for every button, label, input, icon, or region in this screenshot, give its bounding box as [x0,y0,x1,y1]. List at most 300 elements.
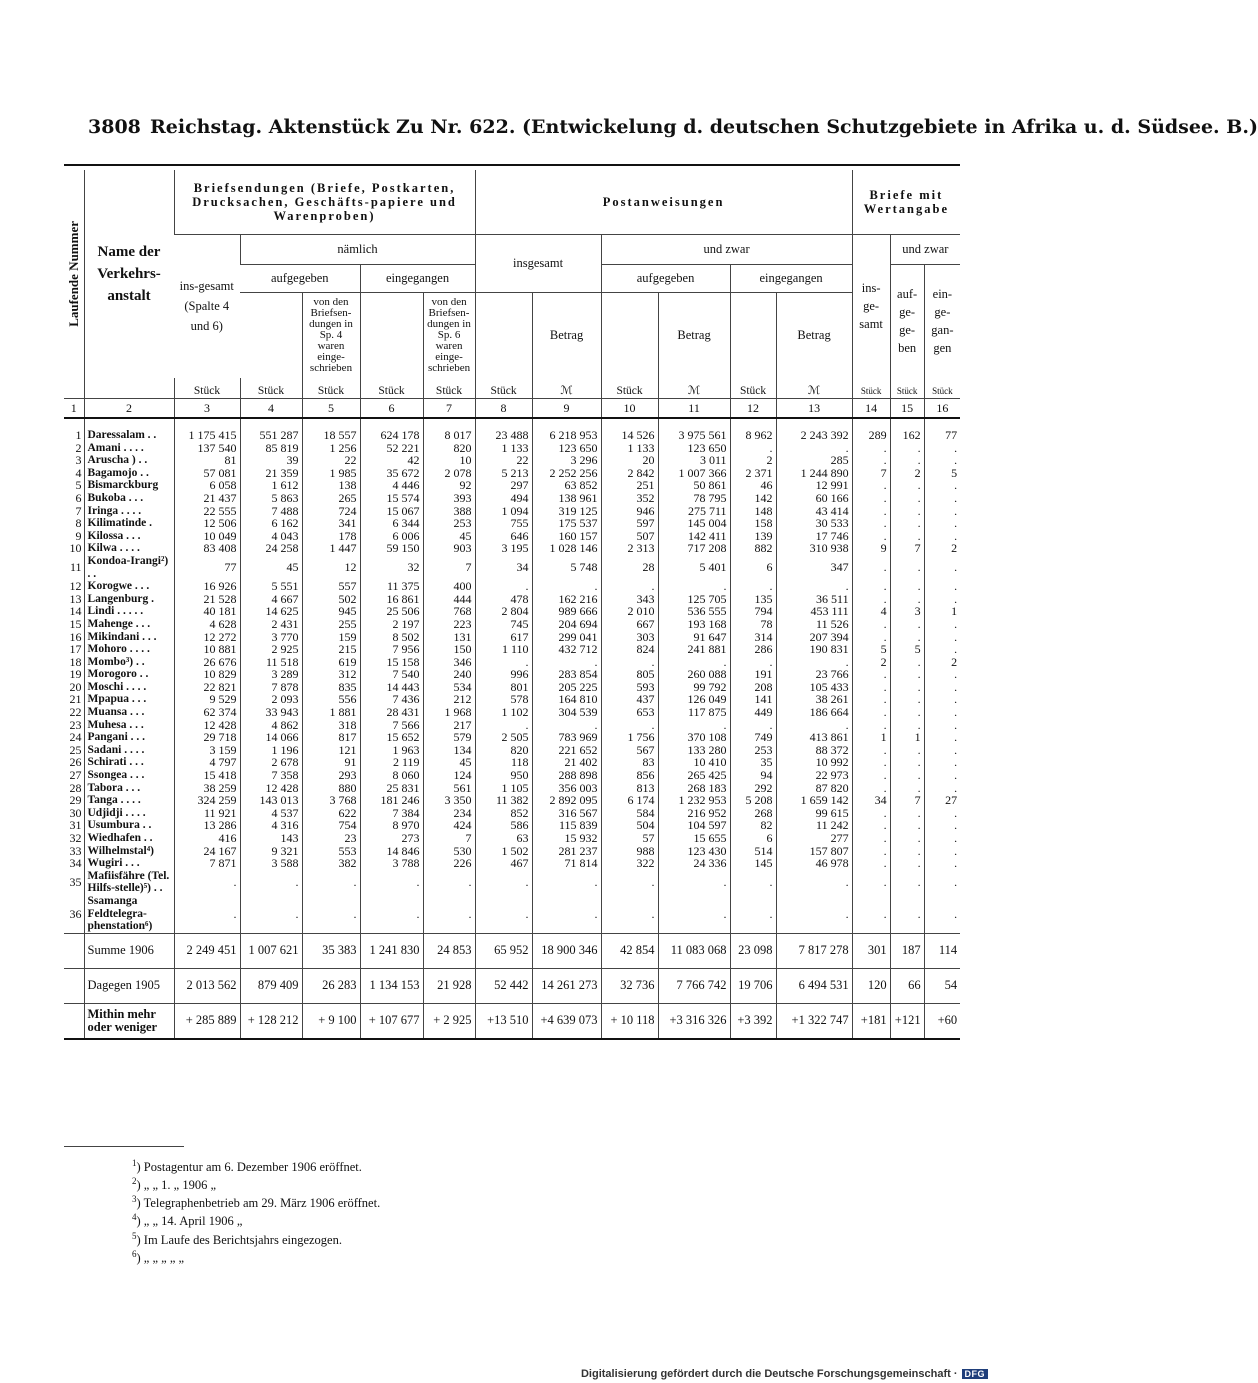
cell-col-15: 7 [890,542,924,555]
cell-col-14: . [852,693,890,706]
cell-col-12: 208 [730,681,776,694]
cell-col-10: 83 [601,756,658,769]
row-number: 3 [75,453,82,468]
cell-col-5: 880 [302,782,360,795]
cell-col-3: 2 013 562 [174,968,240,1003]
footnote: $^4$) „ „ 14. April 1906 „ [132,1212,243,1229]
row-number [64,933,84,968]
cell-col-9: 14 261 273 [532,968,601,1003]
cell-col-8: 578 [475,693,532,706]
cell-col-11: 7 766 742 [658,968,730,1003]
cell-col-16: 2 [924,656,960,669]
cell-col-3: 9 529 [174,693,240,706]
cell-col-15: . [890,668,924,681]
cell-col-4: 12 428 [240,782,302,795]
station-name: Ssamanga Feldtelegra-phenstation⁶) [84,895,174,933]
cell-col-4: 7 878 [240,681,302,694]
cell-col-3: 2 249 451 [174,933,240,968]
cell-col-5: 382 [302,857,360,870]
column-number: 14 [852,399,890,419]
cell-col-9: 356 003 [532,782,601,795]
cell-col-13: . [776,895,852,933]
cell-col-6: 15 574 [360,492,423,505]
cell-col-15: . [890,681,924,694]
cell-col-6: 7 436 [360,693,423,706]
cell-col-11: 5 401 [658,555,730,580]
cell-col-16: . [924,479,960,492]
col-von-den-6: von den Briefsen-dungen in Sp. 6 waren einge-schrieben [423,292,475,378]
cell-col-10: 507 [601,530,658,543]
row-number: 33 [69,843,82,858]
cell-col-4: 3 588 [240,857,302,870]
cell-col-4: + 128 212 [240,1003,302,1039]
unit-13: ℳ [776,378,852,399]
cell-col-4: 143 013 [240,794,302,807]
cell-col-4: 14 066 [240,731,302,744]
cell-col-16: . [924,505,960,518]
row-number: 2 [75,440,82,455]
cell-col-5: 553 [302,845,360,858]
cell-col-14: 1 [852,731,890,744]
cell-col-10: 57 [601,832,658,845]
cell-col-13: 186 664 [776,706,852,719]
cell-col-9: 18 900 346 [532,933,601,968]
cell-col-10: . [601,870,658,895]
cell-col-5: 138 [302,479,360,492]
cell-col-3: + 285 889 [174,1003,240,1039]
cell-col-8: 1 502 [475,845,532,858]
col-aufgegeben: aufgegeben [240,264,360,292]
cell-col-5: . [302,895,360,933]
cell-col-12: 142 [730,492,776,505]
row-number: 11 [69,560,82,575]
cell-col-9: 319 125 [532,505,601,518]
cell-col-4: 1 612 [240,479,302,492]
table-row [64,442,960,455]
footnote-mark: 2 [132,1176,137,1187]
column-number: 8 [475,399,532,419]
col-aufgegeben-pa: aufgegeben [601,264,730,292]
sub-naemlich: nämlich [240,234,475,264]
unit-7: Stück [423,378,475,399]
cell-col-16: 2 [924,542,960,555]
cell-col-16: . [924,555,960,580]
cell-col-14: . [852,530,890,543]
cell-col-11: 123 430 [658,845,730,858]
cell-col-9: 63 852 [532,479,601,492]
row-number: 16 [69,629,82,644]
statistics-table [64,170,960,1040]
cell-col-3: 12 428 [174,719,240,732]
cell-col-13: 453 111 [776,605,852,618]
cell-col-15: . [890,505,924,518]
station-name: Usumbura . . [84,819,174,832]
col-ein-ge-gangen: ein-ge-gan-gen [924,264,960,378]
row-number: 18 [69,654,82,669]
cell-col-13: 99 615 [776,807,852,820]
cell-col-7: + 2 925 [423,1003,475,1039]
cell-col-5: 754 [302,819,360,832]
cell-col-11: . [658,580,730,593]
cell-col-8: 1 105 [475,782,532,795]
station-name: Muhesa . . . [84,719,174,732]
row-number: 36 [69,906,82,921]
cell-col-9: 175 537 [532,517,601,530]
cell-col-4: 3 770 [240,631,302,644]
cell-col-16: . [924,681,960,694]
cell-col-12: . [730,870,776,895]
cell-col-8: 1 094 [475,505,532,518]
row-number: 13 [69,591,82,606]
cell-col-7: 820 [423,442,475,455]
cell-col-6: 28 431 [360,706,423,719]
cell-col-9: . [532,656,601,669]
cell-col-9: 162 216 [532,593,601,606]
cell-col-9: . [532,895,601,933]
cell-col-6: 1 241 830 [360,933,423,968]
cell-col-5: 35 383 [302,933,360,968]
col-betrag-13: Betrag [776,292,852,378]
cell-col-8: 586 [475,819,532,832]
col-von-den-4: von den Briefsen-dungen in Sp. 4 waren einge-schrieben [302,292,360,378]
cell-col-5: 341 [302,517,360,530]
cell-col-13: 30 533 [776,517,852,530]
cell-col-3: 40 181 [174,605,240,618]
cell-col-16: . [924,744,960,757]
cell-col-16: . [924,807,960,820]
cell-col-5: 724 [302,505,360,518]
station-name: Muansa . . . [84,706,174,719]
row-number: 1 [75,428,82,442]
group-postanweisungen: Postanweisungen [475,170,852,234]
station-name: Summe 1906 [84,933,174,968]
cell-col-14: 5 [852,643,890,656]
cell-col-12: +3 392 [730,1003,776,1039]
cell-col-3: 12 506 [174,517,240,530]
column-number: 5 [302,399,360,419]
cell-col-9: 221 652 [532,744,601,757]
cell-col-4: 4 043 [240,530,302,543]
cell-col-13: . [776,442,852,455]
col-insgesamt: insgesamt [475,234,601,292]
cell-col-13: 10 992 [776,756,852,769]
cell-col-9: 283 854 [532,668,601,681]
footnote: $^6$) „ „ „ „ „ [132,1248,185,1265]
cell-col-9: 304 539 [532,706,601,719]
cell-col-7: 7 [423,832,475,845]
cell-col-6: 25 831 [360,782,423,795]
cell-col-3: 62 374 [174,706,240,719]
cell-col-11: 193 168 [658,618,730,631]
station-name: Dagegen 1905 [84,968,174,1003]
table-row [64,769,960,782]
row-number: 24 [69,730,82,745]
cell-col-15: 2 [890,467,924,480]
cell-col-10: + 10 118 [601,1003,658,1039]
cell-col-5: 91 [302,756,360,769]
cell-col-10: 251 [601,479,658,492]
footer-text: Digitalisierung gefördert durch die Deutsche Forschungsgemeinschaft · [580,1368,958,1380]
cell-col-7: 21 928 [423,968,475,1003]
page-header [88,116,1258,146]
cell-col-7: 768 [423,605,475,618]
cell-col-7: 134 [423,744,475,757]
cell-col-12: 514 [730,845,776,858]
cell-col-11: 91 647 [658,631,730,644]
cell-col-15: 5 [890,643,924,656]
cell-col-6: 273 [360,832,423,845]
station-name: Ssongea . . . [84,769,174,782]
row-number: 19 [69,667,82,682]
column-number: 16 [924,399,960,419]
cell-col-15: 162 [890,418,924,442]
cell-col-7: 3 350 [423,794,475,807]
cell-col-13: . [776,580,852,593]
cell-col-7: 346 [423,656,475,669]
cell-col-9: 299 041 [532,631,601,644]
cell-col-3: 38 259 [174,782,240,795]
cell-col-15: +121 [890,1003,924,1039]
sum-row [64,968,960,1003]
cell-col-3: 10 829 [174,668,240,681]
station-name: Bismarckburg [84,479,174,492]
column-number: 11 [658,399,730,419]
cell-col-15: . [890,769,924,782]
footnotes [132,1156,380,1265]
cell-col-13: 190 831 [776,643,852,656]
footnote-mark: 6 [132,1248,137,1259]
cell-col-10: 946 [601,505,658,518]
cell-col-8: 755 [475,517,532,530]
cell-col-16: 77 [924,418,960,442]
cell-col-15: . [890,807,924,820]
cell-col-7: 10 [423,454,475,467]
footer-credit [581,1368,988,1380]
cell-col-12: 314 [730,631,776,644]
cell-col-14: . [852,580,890,593]
diff-row [64,1003,960,1039]
cell-col-9: 160 157 [532,530,601,543]
table-row [64,418,960,442]
table-row [64,643,960,656]
col-insgesamt-spalte: ins-gesamt (Spalte 4 und 6) [174,234,240,378]
cell-col-14: . [852,517,890,530]
column-number: 6 [360,399,423,419]
cell-col-12: 141 [730,693,776,706]
cell-col-8: 478 [475,593,532,606]
column-number: 3 [174,399,240,419]
cell-col-12: 286 [730,643,776,656]
cell-col-14: . [852,719,890,732]
cell-col-14: . [852,492,890,505]
cell-col-8: 23 488 [475,418,532,442]
cell-col-14: . [852,631,890,644]
cell-col-9: 3 296 [532,454,601,467]
cell-col-8: 494 [475,492,532,505]
cell-col-15: . [890,782,924,795]
cell-col-16: 5 [924,467,960,480]
cell-col-11: 142 411 [658,530,730,543]
station-name: Kondoa-Irangi²) . . [84,555,174,580]
footnote-text: Telegraphenbetrieb am 29. März 1906 eröffnet. [143,1196,381,1211]
col-10-blank [601,292,658,378]
cell-col-12: 292 [730,782,776,795]
cell-col-8: . [475,870,532,895]
cell-col-16: 27 [924,794,960,807]
cell-col-12: 5 208 [730,794,776,807]
cell-col-15: . [890,756,924,769]
cell-col-3: 6 058 [174,479,240,492]
cell-col-8: 950 [475,769,532,782]
cell-col-13: 43 414 [776,505,852,518]
cell-col-13: 23 766 [776,668,852,681]
cell-col-14: 9 [852,542,890,555]
cell-col-11: 145 004 [658,517,730,530]
cell-col-9: 989 666 [532,605,601,618]
cell-col-14: . [852,845,890,858]
cell-col-15: 7 [890,794,924,807]
unit-14: Stück [852,378,890,399]
cell-col-5: 1 256 [302,442,360,455]
cell-col-8: 52 442 [475,968,532,1003]
cell-col-11: 10 410 [658,756,730,769]
cell-col-6: 4 446 [360,479,423,492]
cell-col-5: 3 768 [302,794,360,807]
cell-col-10: 2 313 [601,542,658,555]
cell-col-13: 7 817 278 [776,933,852,968]
units-row [64,378,960,399]
cell-col-12: 148 [730,505,776,518]
cell-col-7: . [423,895,475,933]
column-number: 2 [84,399,174,419]
cell-col-10: . [601,719,658,732]
cell-col-9: 15 932 [532,832,601,845]
cell-col-5: 23 [302,832,360,845]
table-row [64,580,960,593]
cell-col-12: 6 [730,555,776,580]
cell-col-8: 34 [475,555,532,580]
row-number: 35 [69,875,82,890]
row-number: 28 [69,780,82,795]
cell-col-15: 187 [890,933,924,968]
column-number: 12 [730,399,776,419]
cell-col-7: 223 [423,618,475,631]
cell-col-3: 416 [174,832,240,845]
row-number: 21 [69,692,82,707]
row-number [64,968,84,1003]
table-row [64,517,960,530]
cell-col-5: . [302,870,360,895]
footnote: $^5$) Im Laufe des Berichtsjahrs eingezogen. [132,1230,342,1247]
cell-col-4: 14 625 [240,605,302,618]
cell-col-15: . [890,706,924,719]
cell-col-4: 2 431 [240,618,302,631]
unit-8: Stück [475,378,532,399]
footnote: $^3$) Telegraphenbetrieb am 29. März 1906 eröffnet. [132,1194,381,1211]
cell-col-13: 12 991 [776,479,852,492]
cell-col-4: 879 409 [240,968,302,1003]
col-betrag-9: Betrag [532,292,601,378]
cell-col-12: 6 [730,832,776,845]
cell-col-12: 46 [730,479,776,492]
cell-col-12: 191 [730,668,776,681]
cell-col-12: 145 [730,857,776,870]
cell-col-5: 817 [302,731,360,744]
station-name: Iringa . . . . [84,505,174,518]
cell-col-8: 11 382 [475,794,532,807]
cell-col-6: 2 119 [360,756,423,769]
cell-col-6: + 107 677 [360,1003,423,1039]
station-name: Mohoro . . . . [84,643,174,656]
footnote-text: Im Laufe des Berichtsjahrs eingezogen. [143,1232,342,1247]
cell-col-9: 71 814 [532,857,601,870]
cell-col-7: 226 [423,857,475,870]
cell-col-10: . [601,895,658,933]
cell-col-3: 22 821 [174,681,240,694]
cell-col-6: 6 344 [360,517,423,530]
cell-col-6: 624 178 [360,418,423,442]
row-number: 20 [69,679,82,694]
cell-col-15: . [890,492,924,505]
cell-col-16: . [924,643,960,656]
cell-col-14: . [852,681,890,694]
cell-col-10: . [601,656,658,669]
row-number: 17 [69,642,82,657]
cell-col-7: 212 [423,693,475,706]
cell-col-16: 114 [924,933,960,968]
cell-col-8: 996 [475,668,532,681]
cell-col-13: 285 [776,454,852,467]
cell-col-13: 36 511 [776,593,852,606]
cell-col-3: . [174,870,240,895]
cell-col-14: . [852,668,890,681]
cell-col-6: 7 384 [360,807,423,820]
cell-col-9: 316 567 [532,807,601,820]
cell-col-10: 667 [601,618,658,631]
cell-col-13: 11 526 [776,618,852,631]
cell-col-11: 11 083 068 [658,933,730,968]
cell-col-6: 7 566 [360,719,423,732]
cell-col-10: 32 736 [601,968,658,1003]
cell-col-10: 303 [601,631,658,644]
cell-col-10: 824 [601,643,658,656]
cell-col-11: 1 007 366 [658,467,730,480]
cell-col-3: 137 540 [174,442,240,455]
row-number [64,1003,84,1039]
cell-col-16: . [924,731,960,744]
cell-col-9: 288 898 [532,769,601,782]
cell-col-15: . [890,870,924,895]
cell-col-9: 281 237 [532,845,601,858]
table-body [64,418,960,1039]
cell-col-10: 504 [601,819,658,832]
running-number-header: Laufende Nummer [66,221,81,327]
cell-col-16: . [924,530,960,543]
cell-col-12: . [730,442,776,455]
cell-col-3: 324 259 [174,794,240,807]
station-name: Mpapua . . . [84,693,174,706]
unit-10: Stück [601,378,658,399]
cell-col-10: . [601,580,658,593]
cell-col-7: 234 [423,807,475,820]
cell-col-10: 6 174 [601,794,658,807]
cell-col-6: 15 067 [360,505,423,518]
cell-col-3: 15 418 [174,769,240,782]
table-row [64,731,960,744]
cell-col-11: 260 088 [658,668,730,681]
cell-col-11: 1 232 953 [658,794,730,807]
cell-col-5: 18 557 [302,418,360,442]
